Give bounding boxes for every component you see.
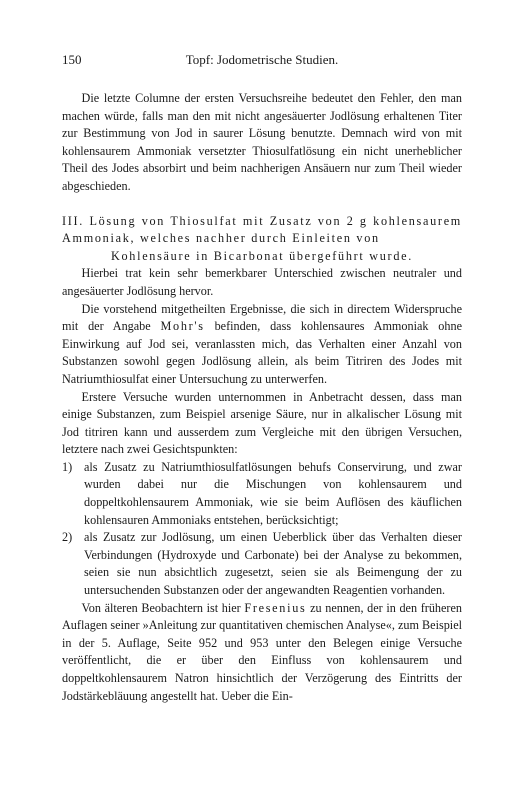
paragraph-5-text-b: zu nennen, der in den früheren Auflagen seiner »Anleitung zur quantitativen chemischen Analyse«, zum Beispiel in der 5. Auflage, Seite 952 und 953 unter den Belegen einige Versuche veröffentlicht, die er über den Einfluss von kohlensaurem und doppeltkohlensaurem Natron hinsichtlich der Verzögerung des Eintritts der Jodstärkebläuung angestellt hat. Ueber die Ein-	[62, 600, 462, 703]
author-name-mohr: Mohr's	[160, 319, 205, 334]
paragraph-3-text-a: Die vorstehend mitgetheilten Ergebnisse, die sich in directem Widerspruche mit der Angabe	[62, 301, 462, 334]
page-body	[62, 90, 462, 705]
running-head: Topf: Jodometrische Studien.	[185, 52, 339, 67]
list-item	[62, 459, 462, 529]
page-number: 150	[62, 52, 82, 67]
list-item-number: 2)	[62, 530, 73, 545]
list-item-text: als Zusatz zu Natriumthiosulfatlösungen behufs Conservirung, und zwar wurden dabei nur die Mischungen von kohlensaurem und doppeltkohlensaurem Ammoniak, wie sie beim Auflösen des käuflichen kohlensauren Ammoniaks entstehen, berücksichtigt;	[84, 459, 462, 527]
section-heading	[62, 213, 462, 266]
paragraph-3-text-b: befinden, dass kohlensaures Ammoniak ohne Einwirkung auf Jod sei, veranlassten mich, das Verhalten einer Anzahl von Substanzen sowohl gegen Jodlösung allein, als beim Titriren des Jodes mit Natriumthiosulfat einer Untersuchung zu unterwerfen.	[62, 319, 462, 386]
numbered-list	[62, 459, 462, 600]
paragraph-5-text-a: Von älteren Beobachtern ist hier	[81, 600, 245, 615]
list-item	[62, 529, 462, 599]
author-name-fresenius: Fresenius	[244, 600, 307, 615]
paragraph-4: Erstere Versuche wurden unternommen in Anbetracht dessen, dass man einige Substanzen, zum Beispiel arsenige Säure, nur in alkalischer Lösung mit Jod titriren kann und ausserdem zum Vergleiche mit den übrigen Versuchen, letztere nach zwei Gesichtspunkten:	[62, 389, 462, 457]
page-header	[62, 52, 462, 70]
paragraph-5	[62, 600, 462, 706]
paragraph-3	[62, 301, 462, 389]
paragraph-1: Die letzte Columne der ersten Versuchsreihe bedeutet den Fehler, den man machen würde, falls man den mit nicht angesäuerter Jodlösung erhaltenen Titer zur Bestimmung von Jod in saurer Lösung benutzte. Demnach wird von mit kohlensaurem Ammoniak versetzter Thiosulfatlösung ein nicht unerheblicher Theil des Jodes absorbirt und beim nachherigen Ansäuern nur zum Theil wieder abgeschieden.	[62, 91, 462, 193]
list-item-text: als Zusatz zur Jodlösung, um einen Ueberblick über das Verhalten dieser Verbindungen (Hydroxyde und Carbonate) bei der Analyse zu bekommen, seien sie nun absichtlich zugesetzt, seien sie als Beimengung der zu untersuchenden Substanzen oder der angewandten Reagentien vorhanden.	[84, 530, 462, 598]
section-heading-line-1: III. Lösung von Thiosulfat mit Zusatz von 2 g kohlensaurem Ammoniak, welches nachher durch Einleiten von	[62, 213, 462, 246]
section-heading-line-2: Kohlensäure in Bicarbonat übergeführt wurde.	[110, 248, 413, 263]
paragraph-2: Hierbei trat kein sehr bemerkbarer Unterschied zwischen neutraler und angesäuerter Jodlösung hervor.	[62, 266, 462, 298]
list-item-number: 1)	[62, 459, 73, 474]
